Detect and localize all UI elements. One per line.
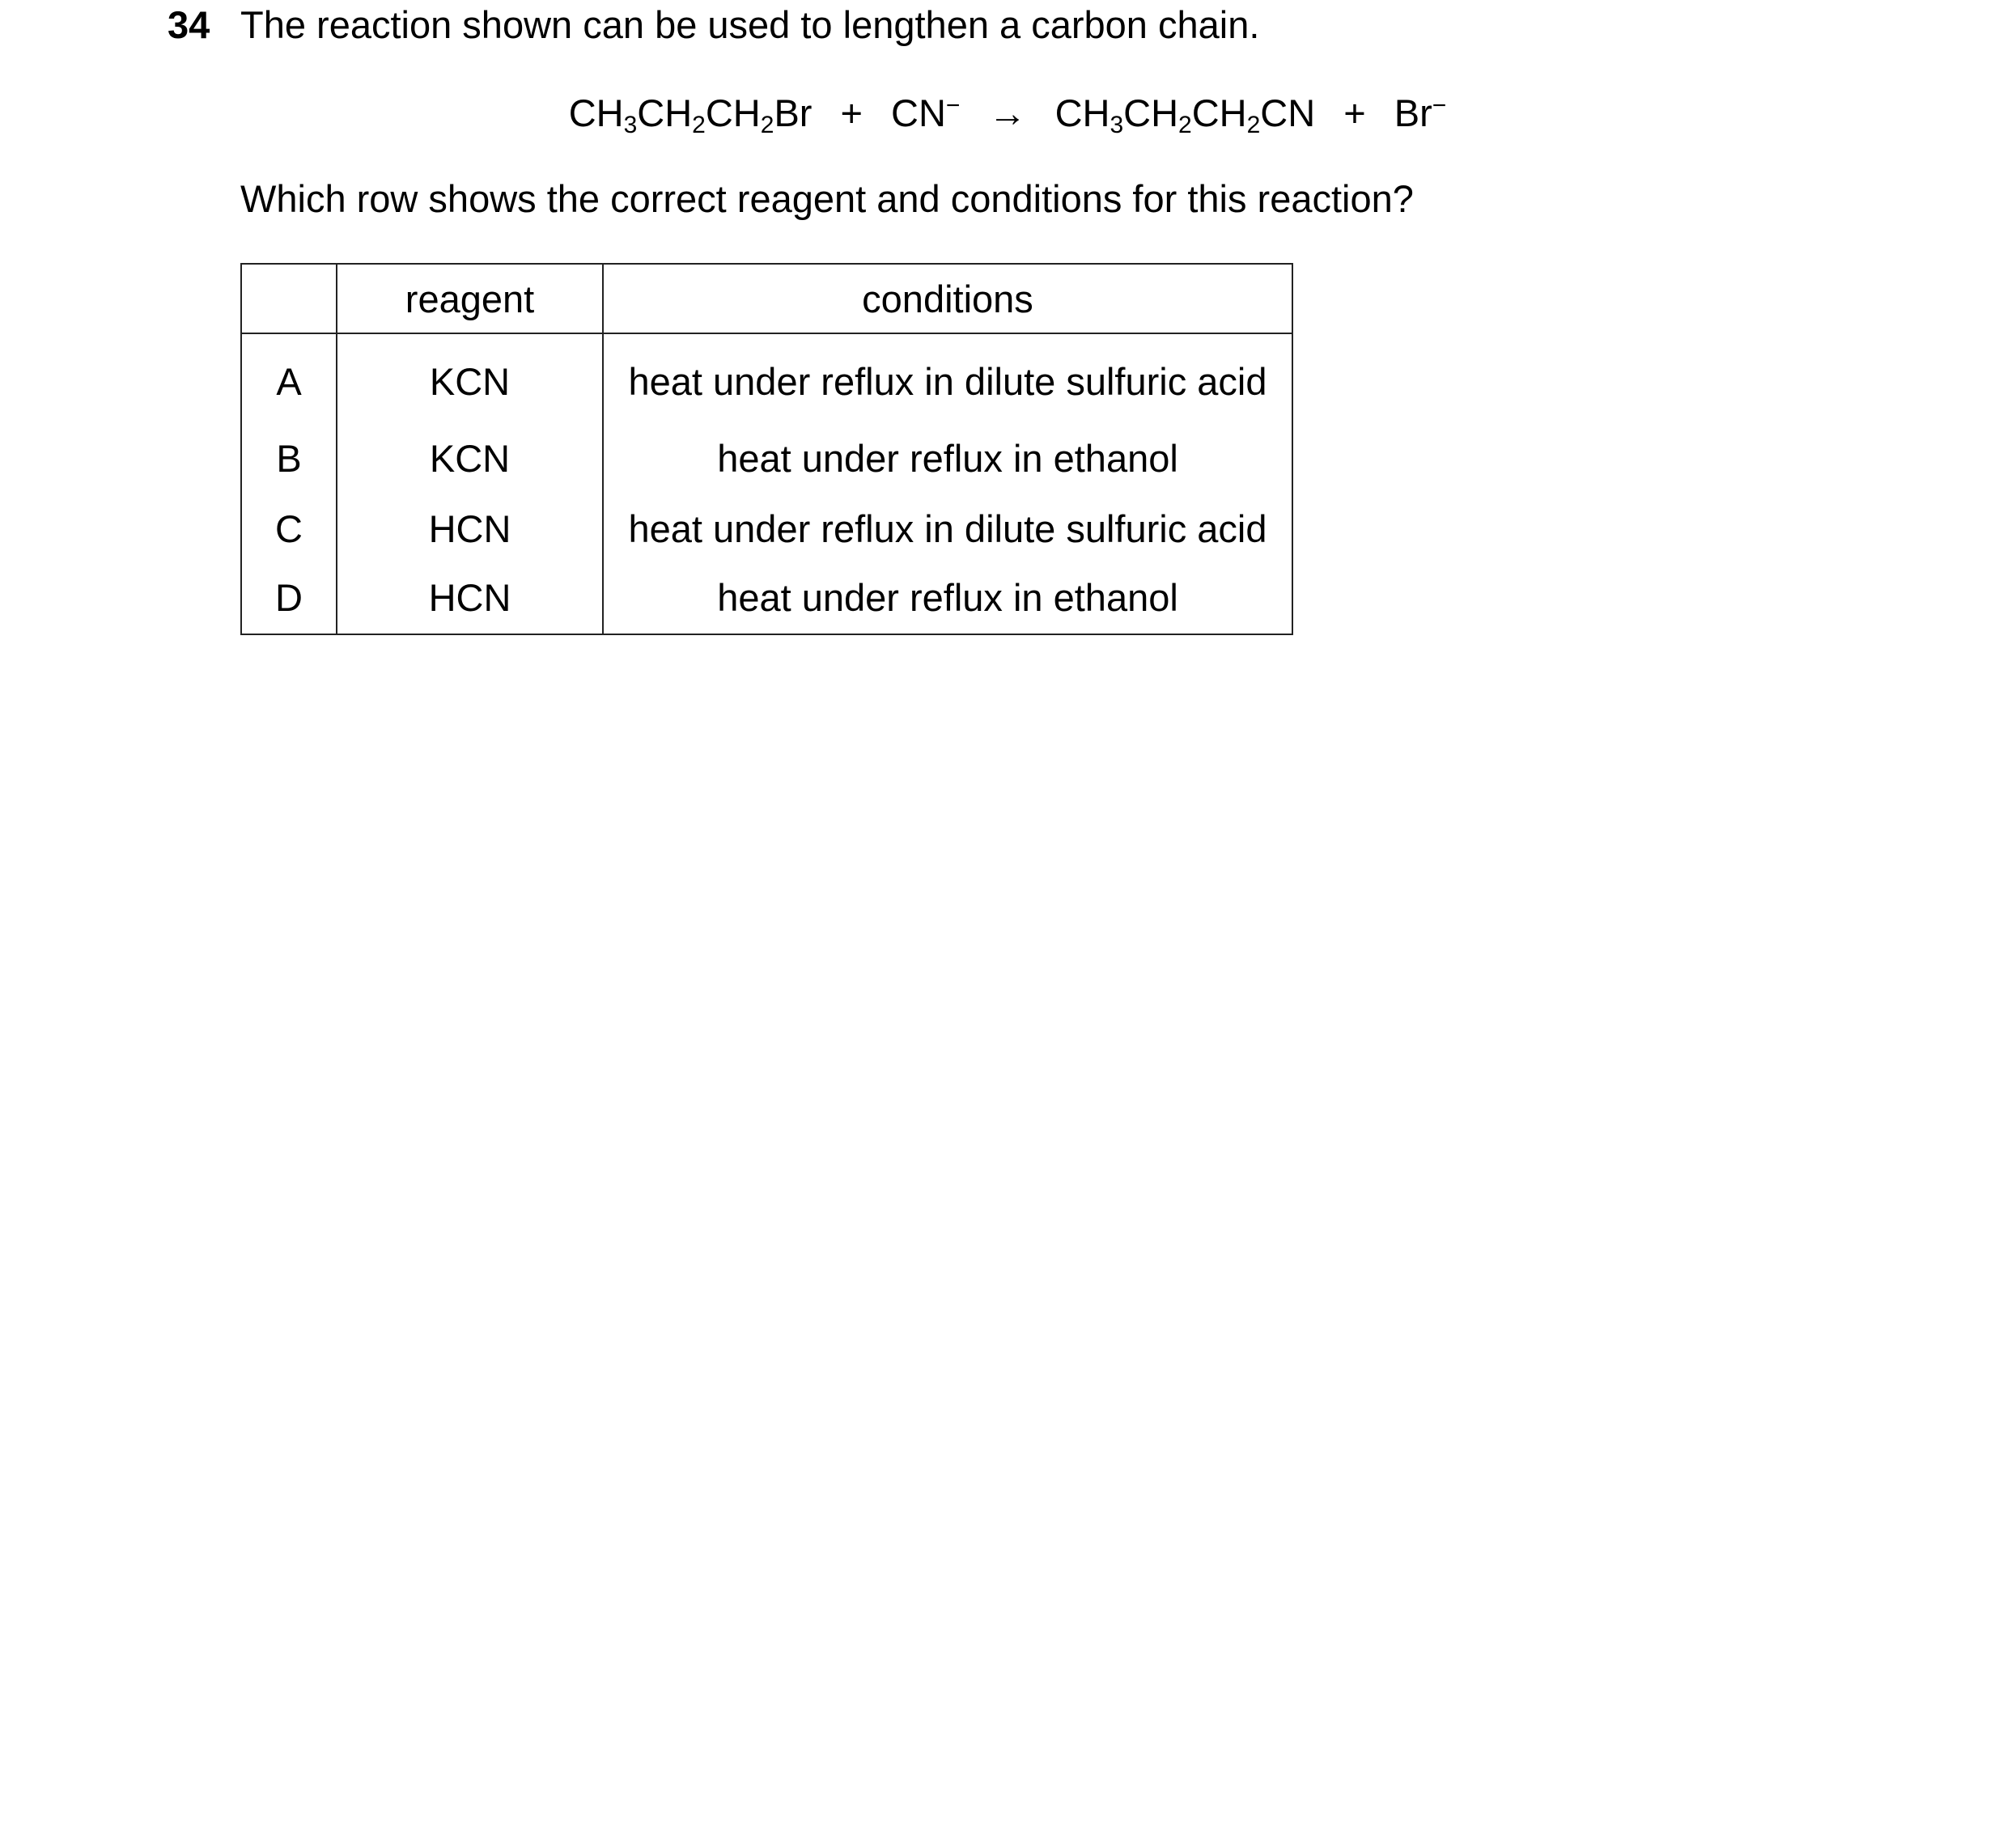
option-letter: C [241,494,337,564]
option-reagent: KCN [337,423,603,494]
option-conditions: heat under reflux in ethanol [603,423,1292,494]
option-letter: A [241,333,337,423]
product-butanenitrile: $CH_3CH_2CH_2CN$ [1054,91,1316,138]
option-conditions: heat under reflux in ethanol [603,564,1292,634]
header-conditions: conditions [603,264,1292,333]
product-bromide-ion: Br− [1394,91,1447,134]
answer-options-table [240,263,1293,635]
table-row [241,423,1292,494]
question-stem: The reaction shown can be used to lengthen a carbon chain. [240,3,1260,46]
table-header-row [241,264,1292,333]
option-reagent: HCN [337,494,603,564]
header-reagent: reagent [337,264,603,333]
reactant-cyanide-ion: CN− [891,91,961,134]
question-prompt: Which row shows the correct reagent and conditions for this reaction? [240,177,1414,220]
option-reagent: KCN [337,333,603,423]
plus-sign: + [840,91,863,134]
reactant-bromopropane: $CH_3CH_2CH_2Br$ [568,91,813,138]
table-row [241,494,1292,564]
reaction-equation [0,91,2007,136]
option-letter: D [241,564,337,634]
table-row [241,333,1292,423]
question-number: 34 [168,3,210,46]
option-reagent: HCN [337,564,603,634]
plus-sign: + [1343,91,1366,134]
option-letter: B [241,423,337,494]
option-conditions: heat under reflux in dilute sulfuric acid [603,333,1292,423]
option-conditions: heat under reflux in dilute sulfuric acid [603,494,1292,564]
header-letter [241,264,337,333]
table-row [241,564,1292,634]
reaction-arrow: → [988,91,1027,134]
